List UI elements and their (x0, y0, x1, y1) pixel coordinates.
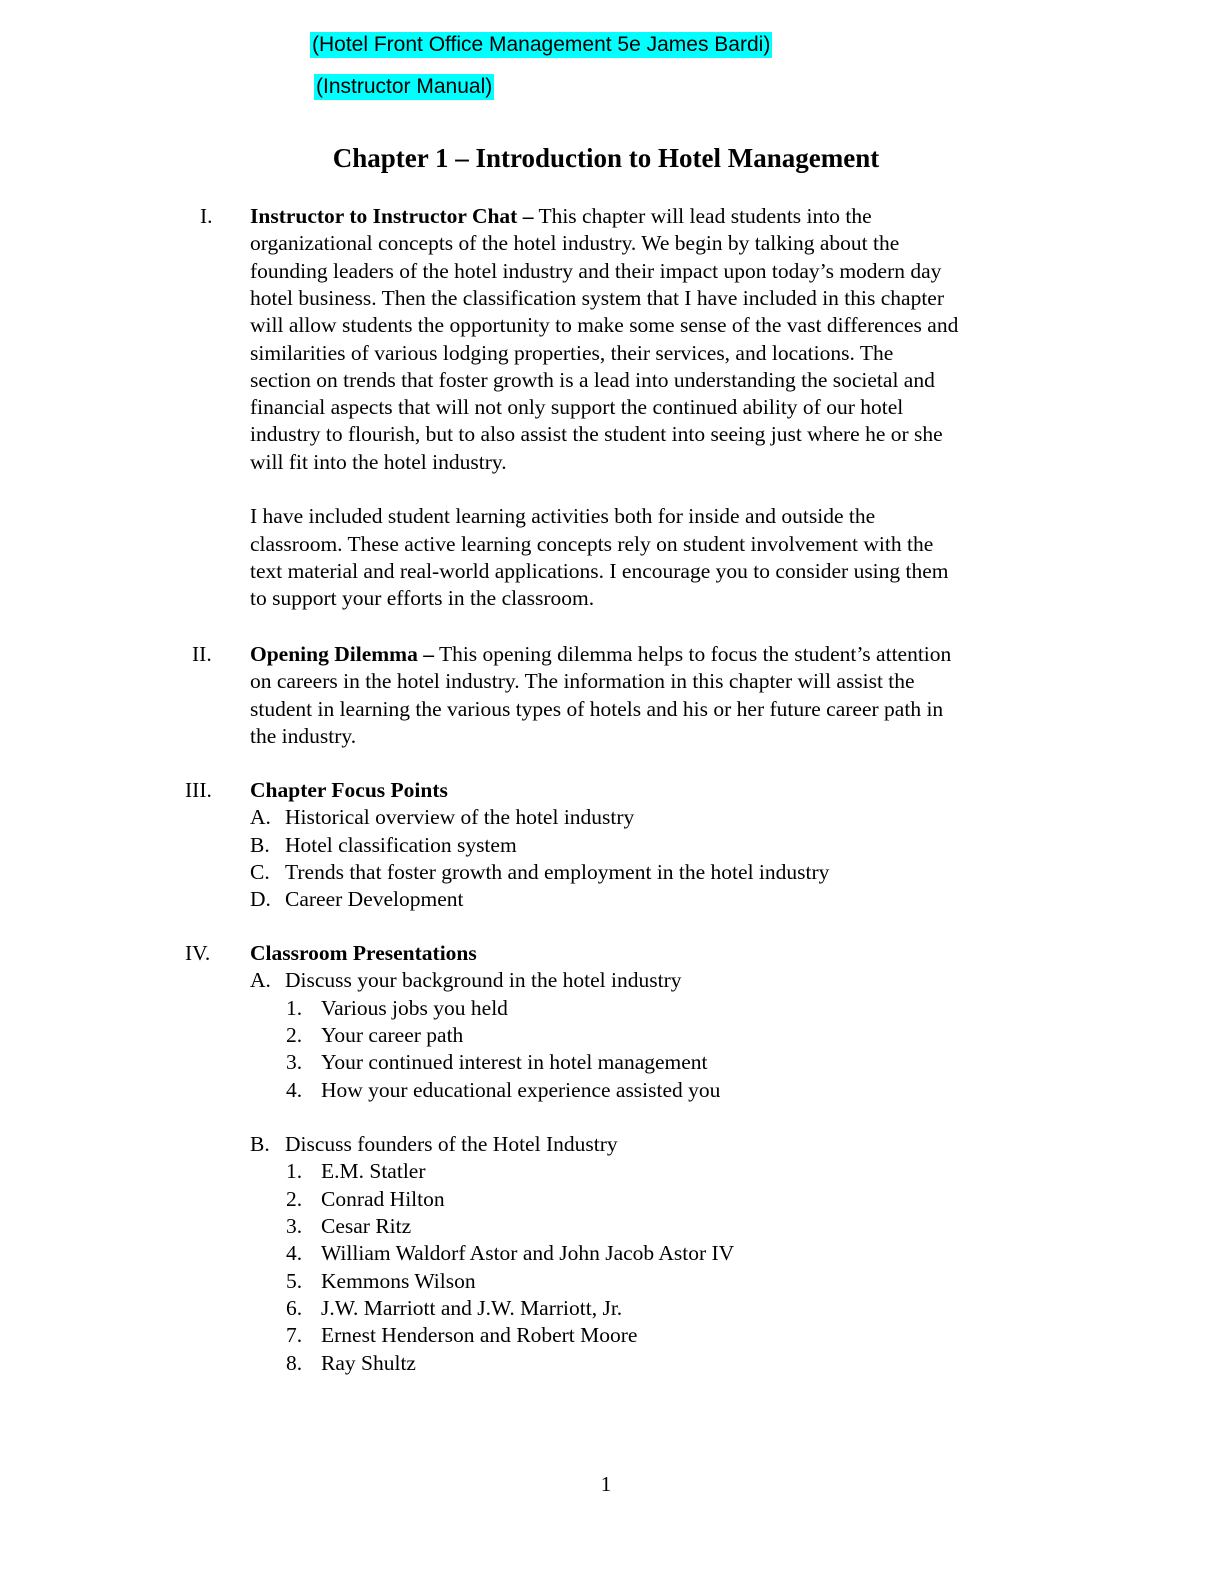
sublist-item: Your career path (321, 1022, 464, 1047)
paragraph-line: organizational concepts of the hotel industry. We begin by talking about the (250, 231, 900, 256)
section-numeral: I. (200, 204, 213, 228)
list-marker: A. (250, 805, 271, 830)
sublist-marker: 3. (286, 1214, 303, 1238)
list-marker: C. (250, 859, 270, 884)
section-heading: Opening Dilemma – (250, 642, 434, 666)
list-marker: B. (250, 832, 270, 857)
sublist-marker: 4. (286, 1241, 303, 1266)
list-item: Discuss your background in the hotel industry (285, 968, 682, 993)
sublist-item: E.M. Statler (321, 1159, 426, 1184)
section-first-line (250, 641, 951, 668)
chapter-title: Chapter 1 – Introduction to Hotel Management (332, 143, 880, 173)
paragraph-line: industry to flourish, but to also assist the student into seeing just where he or she (250, 422, 943, 447)
paragraph-line: I have included student learning activities both for inside and outside the (250, 504, 876, 529)
paragraph-line: section on trends that foster growth is a lead into understanding the societal and (250, 367, 935, 392)
sublist-item: Kemmons Wilson (321, 1268, 476, 1293)
paragraph-line: classroom. These active learning concepts rely on student involvement with the (250, 531, 934, 556)
list-item: Hotel classification system (285, 832, 517, 857)
section-numeral: III. (185, 778, 212, 802)
list-marker: D. (250, 887, 271, 912)
instructor-manual-highlight: (Instructor Manual) (316, 75, 493, 98)
section-heading: Chapter Focus Points (250, 778, 448, 802)
paragraph-line: hotel business. Then the classification system that I have included in this chapter (250, 285, 945, 310)
sublist-item: Ray Shultz (321, 1350, 416, 1375)
sublist-marker: 5. (286, 1268, 303, 1293)
sublist-item: Various jobs you held (321, 995, 508, 1020)
sublist-marker: 4. (286, 1077, 303, 1102)
section-first-line (250, 203, 872, 230)
list-marker: A. (250, 968, 271, 993)
sublist-marker: 2. (286, 1186, 303, 1211)
sublist-marker: 1. (286, 1159, 303, 1184)
list-item: Career Development (285, 887, 464, 912)
page-number: 1 (600, 1472, 612, 1496)
sublist-item: How your educational experience assisted you (321, 1077, 721, 1102)
sublist-marker: 3. (286, 1050, 303, 1075)
section-numeral: II. (192, 642, 212, 666)
paragraph-line: will fit into the hotel industry. (250, 449, 507, 474)
paragraph-line: financial aspects that will not only support the continued ability of our hotel (250, 395, 904, 420)
sublist-item: Your continued interest in hotel management (321, 1050, 708, 1075)
paragraph-line: the industry. (250, 723, 357, 748)
sublist-marker: 2. (286, 1022, 303, 1047)
section-heading: Instructor to Instructor Chat – (250, 204, 534, 228)
paragraph-line: This opening dilemma helps to focus the student’s attention (433, 642, 952, 666)
list-marker: B. (250, 1132, 270, 1157)
sublist-item: Ernest Henderson and Robert Moore (321, 1323, 638, 1348)
list-item: Historical overview of the hotel industry (285, 805, 635, 830)
sublist-item: William Waldorf Astor and John Jacob Astor IV (321, 1241, 735, 1266)
paragraph-line: will allow students the opportunity to make some sense of the vast differences and (250, 313, 959, 338)
section-heading: Classroom Presentations (250, 941, 477, 965)
paragraph-line: to support your efforts in the classroom. (250, 586, 595, 611)
paragraph-line: This chapter will lead students into the (533, 204, 872, 228)
sublist-item: Cesar Ritz (321, 1214, 412, 1238)
section-numeral: IV. (185, 941, 211, 965)
list-item: Discuss founders of the Hotel Industry (285, 1132, 618, 1157)
sublist-marker: 1. (286, 995, 303, 1020)
sublist-item: Conrad Hilton (321, 1186, 445, 1211)
sublist-marker: 8. (286, 1350, 303, 1375)
paragraph-line: founding leaders of the hotel industry and their impact upon today’s modern day (250, 258, 942, 283)
paragraph-line: text material and real-world applications. I encourage you to consider using them (250, 558, 949, 583)
sublist-marker: 6. (286, 1295, 303, 1320)
book-title-highlight: (Hotel Front Office Management 5e James Bardi) (312, 33, 771, 56)
sublist-item: J.W. Marriott and J.W. Marriott, Jr. (321, 1295, 623, 1320)
paragraph-line: on careers in the hotel industry. The information in this chapter will assist the (250, 669, 915, 694)
list-item: Trends that foster growth and employment in the hotel industry (285, 859, 830, 884)
sublist-marker: 7. (286, 1323, 303, 1348)
paragraph-line: similarities of various lodging properties, their services, and locations. The (250, 340, 894, 365)
paragraph-line: student in learning the various types of hotels and his or her future career path in (250, 696, 944, 721)
